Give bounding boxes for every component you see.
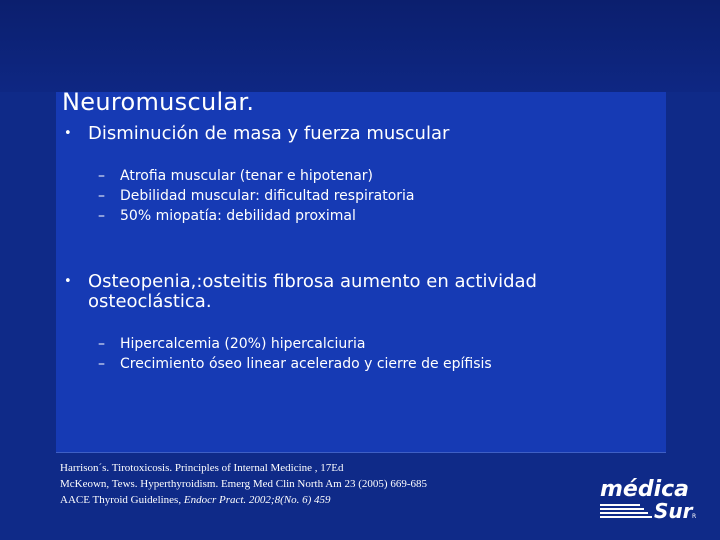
slide-title: Neuromuscular.	[62, 88, 255, 116]
medica-sur-logo	[600, 474, 700, 524]
sub-item: – Atrofia muscular (tenar e hipotenar)	[98, 168, 374, 184]
sub-list	[98, 334, 492, 374]
sub-item: – Hipercalcemia (20%) hipercalciuria	[98, 336, 366, 352]
sub-item: – Crecimiento óseo linear acelerado y cierre de epífisis	[98, 356, 492, 372]
sub-item: – 50% miopatía: debilidad proximal	[98, 208, 356, 224]
reference-line: Harrison´s. Tirotoxicosis. Principles of Internal Medicine , 17Ed	[60, 462, 344, 474]
slide-top-band	[0, 0, 720, 92]
logo-text-sur: Sur	[654, 499, 693, 523]
footer-divider	[56, 452, 666, 453]
references	[60, 460, 427, 508]
reference-line: McKeown, Tews. Hyperthyroidism. Emerg Med Clin North Am 23 (2005) 669-685	[60, 478, 427, 490]
bullet-marker: •	[64, 126, 72, 141]
reference-line: AACE Thyroid Guidelines, Endocr Pract. 2002;8(No. 6) 459	[60, 494, 331, 506]
bullet-text: Osteopenia,:osteitis fibrosa aumento en actividad osteoclástica.	[88, 271, 537, 312]
logo-text-medica: médica	[600, 477, 690, 502]
bullet-text: Disminución de masa y fuerza muscular	[88, 123, 450, 144]
sub-item: – Debilidad muscular: dificultad respiratoria	[98, 188, 415, 204]
logo-stripes	[600, 504, 652, 518]
logo-registered-mark: R	[692, 513, 697, 520]
sub-list	[98, 166, 414, 226]
bullet-marker: •	[64, 274, 72, 289]
